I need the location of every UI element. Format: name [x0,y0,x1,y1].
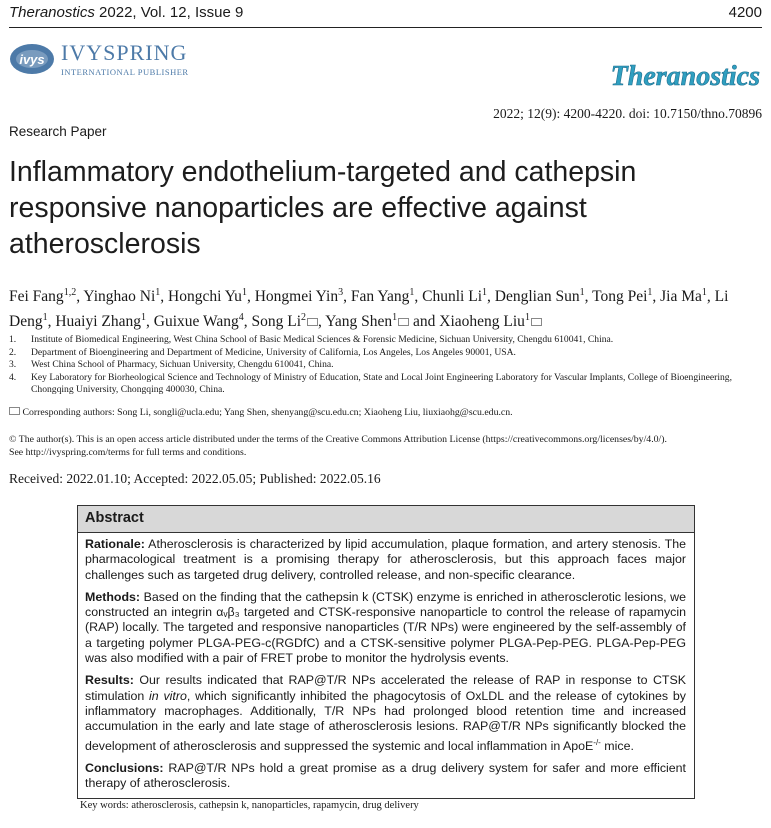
affiliation [9,334,769,347]
affiliation [9,359,769,372]
journal-name: Theranostics [9,4,95,21]
author-separator: , [243,313,252,331]
author-name: Yinghao Ni [83,288,156,306]
author-affiliation-sup: 1 [42,312,48,324]
running-header [9,4,762,26]
journal-logo-text: Theranostics [610,61,760,92]
author-affiliation-sup: 1 [647,287,653,298]
section-label: Rationale: [85,537,145,551]
envelope-icon [398,318,409,326]
author [439,313,542,330]
envelope-icon [531,318,542,326]
header-rule [9,27,762,28]
affiliation-text: Key Laboratory for Biorheological Science and Technology of Ministry of Education, State and Local Joint Engineering Laboratory for Vascular Implants, College of Bioengineering, Chongqing University, Chongqing 400030, China. [31,371,732,395]
author-name: Chunli Li [422,288,483,306]
section-text: Atherosclerosis is characterized by lipid accumulation, plaque formation, and artery stenosis. The pharmacological treatment is a promising therapy for atherosclerosis, but this approach faces major challenges such as targeted drug delivery, controlled release, and non-specific clearance. [85,537,686,582]
author-affiliation-sup: 3 [338,287,344,298]
author-affiliation-sup: 1,2 [63,287,77,298]
author-name: Song Li [251,313,302,331]
author-separator: , [584,288,593,306]
publication-dates: Received: 2022.01.10; Accepted: 2022.05.05; Published: 2022.05.16 [9,471,381,486]
author [495,288,592,305]
author-separator: , [487,288,495,306]
author-affiliation-sup: 1 [482,287,488,298]
author-separator: , [47,313,56,331]
author [422,288,495,305]
section-label: Results: [85,673,134,688]
author-separator: , [246,288,255,306]
author-name: Li Deng [9,288,729,331]
publisher-name: IVYSPRING [61,40,188,65]
affiliation [9,372,769,397]
author-separator: , [160,288,169,306]
author-affiliation-sup: 1 [392,312,398,324]
affiliation [9,347,769,360]
section-text: , which significantly inhibited the phagocytosis of OxLDL and the release of cytokines by inflammatory macrophages. Additionally, T/R NPs had prolonged blood retention time and increased accumulation in the early and late stage of atherosclerosis lesions. RAP@T/R NPs significantly blocked the development of atherosclerosis and suppressed the systemic and local inflammation in ApoE [85,688,686,753]
journal-logo [562,58,762,94]
abstract-results [85,673,686,754]
abstract-rationale [85,537,686,583]
author-affiliation-sup: 1 [409,287,415,298]
license-notice [9,434,769,459]
affiliation-number: 2. [9,346,17,358]
publisher-logo [9,40,209,80]
author-affiliation-sup: 1 [155,287,161,298]
author-separator: , [146,313,154,331]
author-separator: and [409,313,440,331]
ivyspring-logo-icon [9,42,55,76]
section-label: Conclusions: [85,760,164,775]
author [660,288,715,305]
license-line: See http://ivyspring.com/terms for full terms and conditions. [9,446,247,458]
corresponding-text: Corresponding authors: Song Li, songli@ucla.edu; Yang Shen, shenyang@scu.edu.cn; Xiaoheng Liu, liuxiaohg@scu.edu.cn. [20,407,513,418]
author-separator: , [318,313,326,331]
author-name: Fan Yang [350,288,410,306]
section-text: mice. [600,738,634,753]
envelope-icon [307,318,318,326]
citation: 2022; 12(9): 4200-4220. doi: 10.7150/thno.70896 [493,106,762,121]
paper-title [9,154,739,262]
abstract-heading: Abstract [85,510,144,526]
author [9,288,83,305]
title-line: responsive nanoparticles are effective against [9,192,587,224]
author-separator: , [652,288,661,306]
abstract-methods [85,590,686,666]
author-name: Hongmei Yin [254,288,339,306]
paper-type: Research Paper [9,124,107,139]
author [168,288,255,305]
author-name: Jia Ma [660,288,702,306]
author [255,288,351,305]
corresponding-authors [9,407,769,418]
license-line: © The author(s). This is an open access article distributed under the terms of the Creative Commons Attribution License (https://creativecommons.org/licenses/by/4.0/). [9,434,667,445]
author-name: Fei Fang [9,288,64,306]
affiliation-text: West China School of Pharmacy, Sichuan University, Chengdu 610041, China. [31,359,334,370]
keywords: Key words: atherosclerosis, cathepsin k, nanoparticles, rapamycin, drug delivery [80,800,419,811]
abstract-header [78,506,694,533]
envelope-icon [9,407,20,415]
affiliation-text: Department of Bioengineering and Department of Medicine, University of California, Los Angeles, Los Angeles 90001, USA. [31,346,516,358]
author-separator: , [76,288,84,306]
affiliation-number: 4. [9,371,17,383]
publisher-logo-letters: ivys [19,52,45,67]
abstract-body [85,537,686,799]
author-name: Xiaoheng Liu [439,313,525,331]
author-name: Hongchi Yu [168,288,242,306]
author-affiliation-sup: 1 [141,312,146,324]
abstract-box [77,505,695,799]
author [55,313,153,330]
author-separator: , [343,288,351,306]
author-affiliation-sup: 2 [301,312,307,324]
superscript: -/- [593,737,601,747]
author-affiliation-sup: 1 [524,312,530,324]
page-number: 4200 [728,4,762,21]
author-affiliation-sup: 4 [238,312,244,324]
author [351,288,422,305]
author-affiliation-sup: 1 [579,287,585,298]
author [252,313,326,330]
author-affiliation-sup: 1 [701,287,707,298]
affiliation-text: Institute of Biomedical Engineering, West China School of Basic Medical Sciences & Forensic Medicine, Sichuan University, Chengdu 610041, China. [31,334,614,345]
section-label: Methods: [85,589,141,604]
author-name: Guixue Wang [153,313,239,331]
author-name: Yang Shen [325,313,393,331]
author [325,313,439,330]
section-text-italic: in vitro [149,688,187,703]
author-name: Tong Pei [592,288,648,306]
publisher-subtitle: INTERNATIONAL PUBLISHER [61,67,189,77]
affiliation-list [9,334,769,397]
author-name: Huaiyi Zhang [55,313,141,331]
author [592,288,660,305]
title-line: Inflammatory endothelium-targeted and cathepsin [9,156,637,188]
title-line: atherosclerosis [9,228,201,260]
author-separator: , [414,288,423,306]
author [83,288,168,305]
author-affiliation-sup: 1 [241,287,247,298]
journal-issue: 2022, Vol. 12, Issue 9 [94,4,244,21]
affiliation-number: 3. [9,359,17,370]
author [154,313,252,330]
affiliation-number: 1. [9,334,17,345]
abstract-conclusions [85,761,686,792]
author-separator: , [706,288,715,306]
author-name: Denglian Sun [494,288,580,306]
section-text: Our results indicated that RAP@T/R NPs accelerated the release of RAP in response to CTSK stimulation [85,673,686,703]
section-text: Based on the finding that the cathepsin k (CTSK) enzyme is enriched in atherosclerotic lesions, we constructed an integrin αᵥβ₃ targeted and CTSK-responsive nanoparticle to control the release of rapamycin (RAP) locally. The targeted and responsive nanoparticles (T/R NPs) were engineered by the self-assembly of a targeting polymer PLGA-PEG-c(RGDfC) and a CTSK-sensitive polymer PLGA-Pep-PEG. PLGA-Pep-PEG was also modified with a pair of FRET probe to monitor the hydrolysis events. [85,589,686,666]
section-text: RAP@T/R NPs hold a great promise as a drug delivery system for safer and more efficient therapy of atherosclerosis. [85,760,686,791]
author-list [9,282,764,332]
